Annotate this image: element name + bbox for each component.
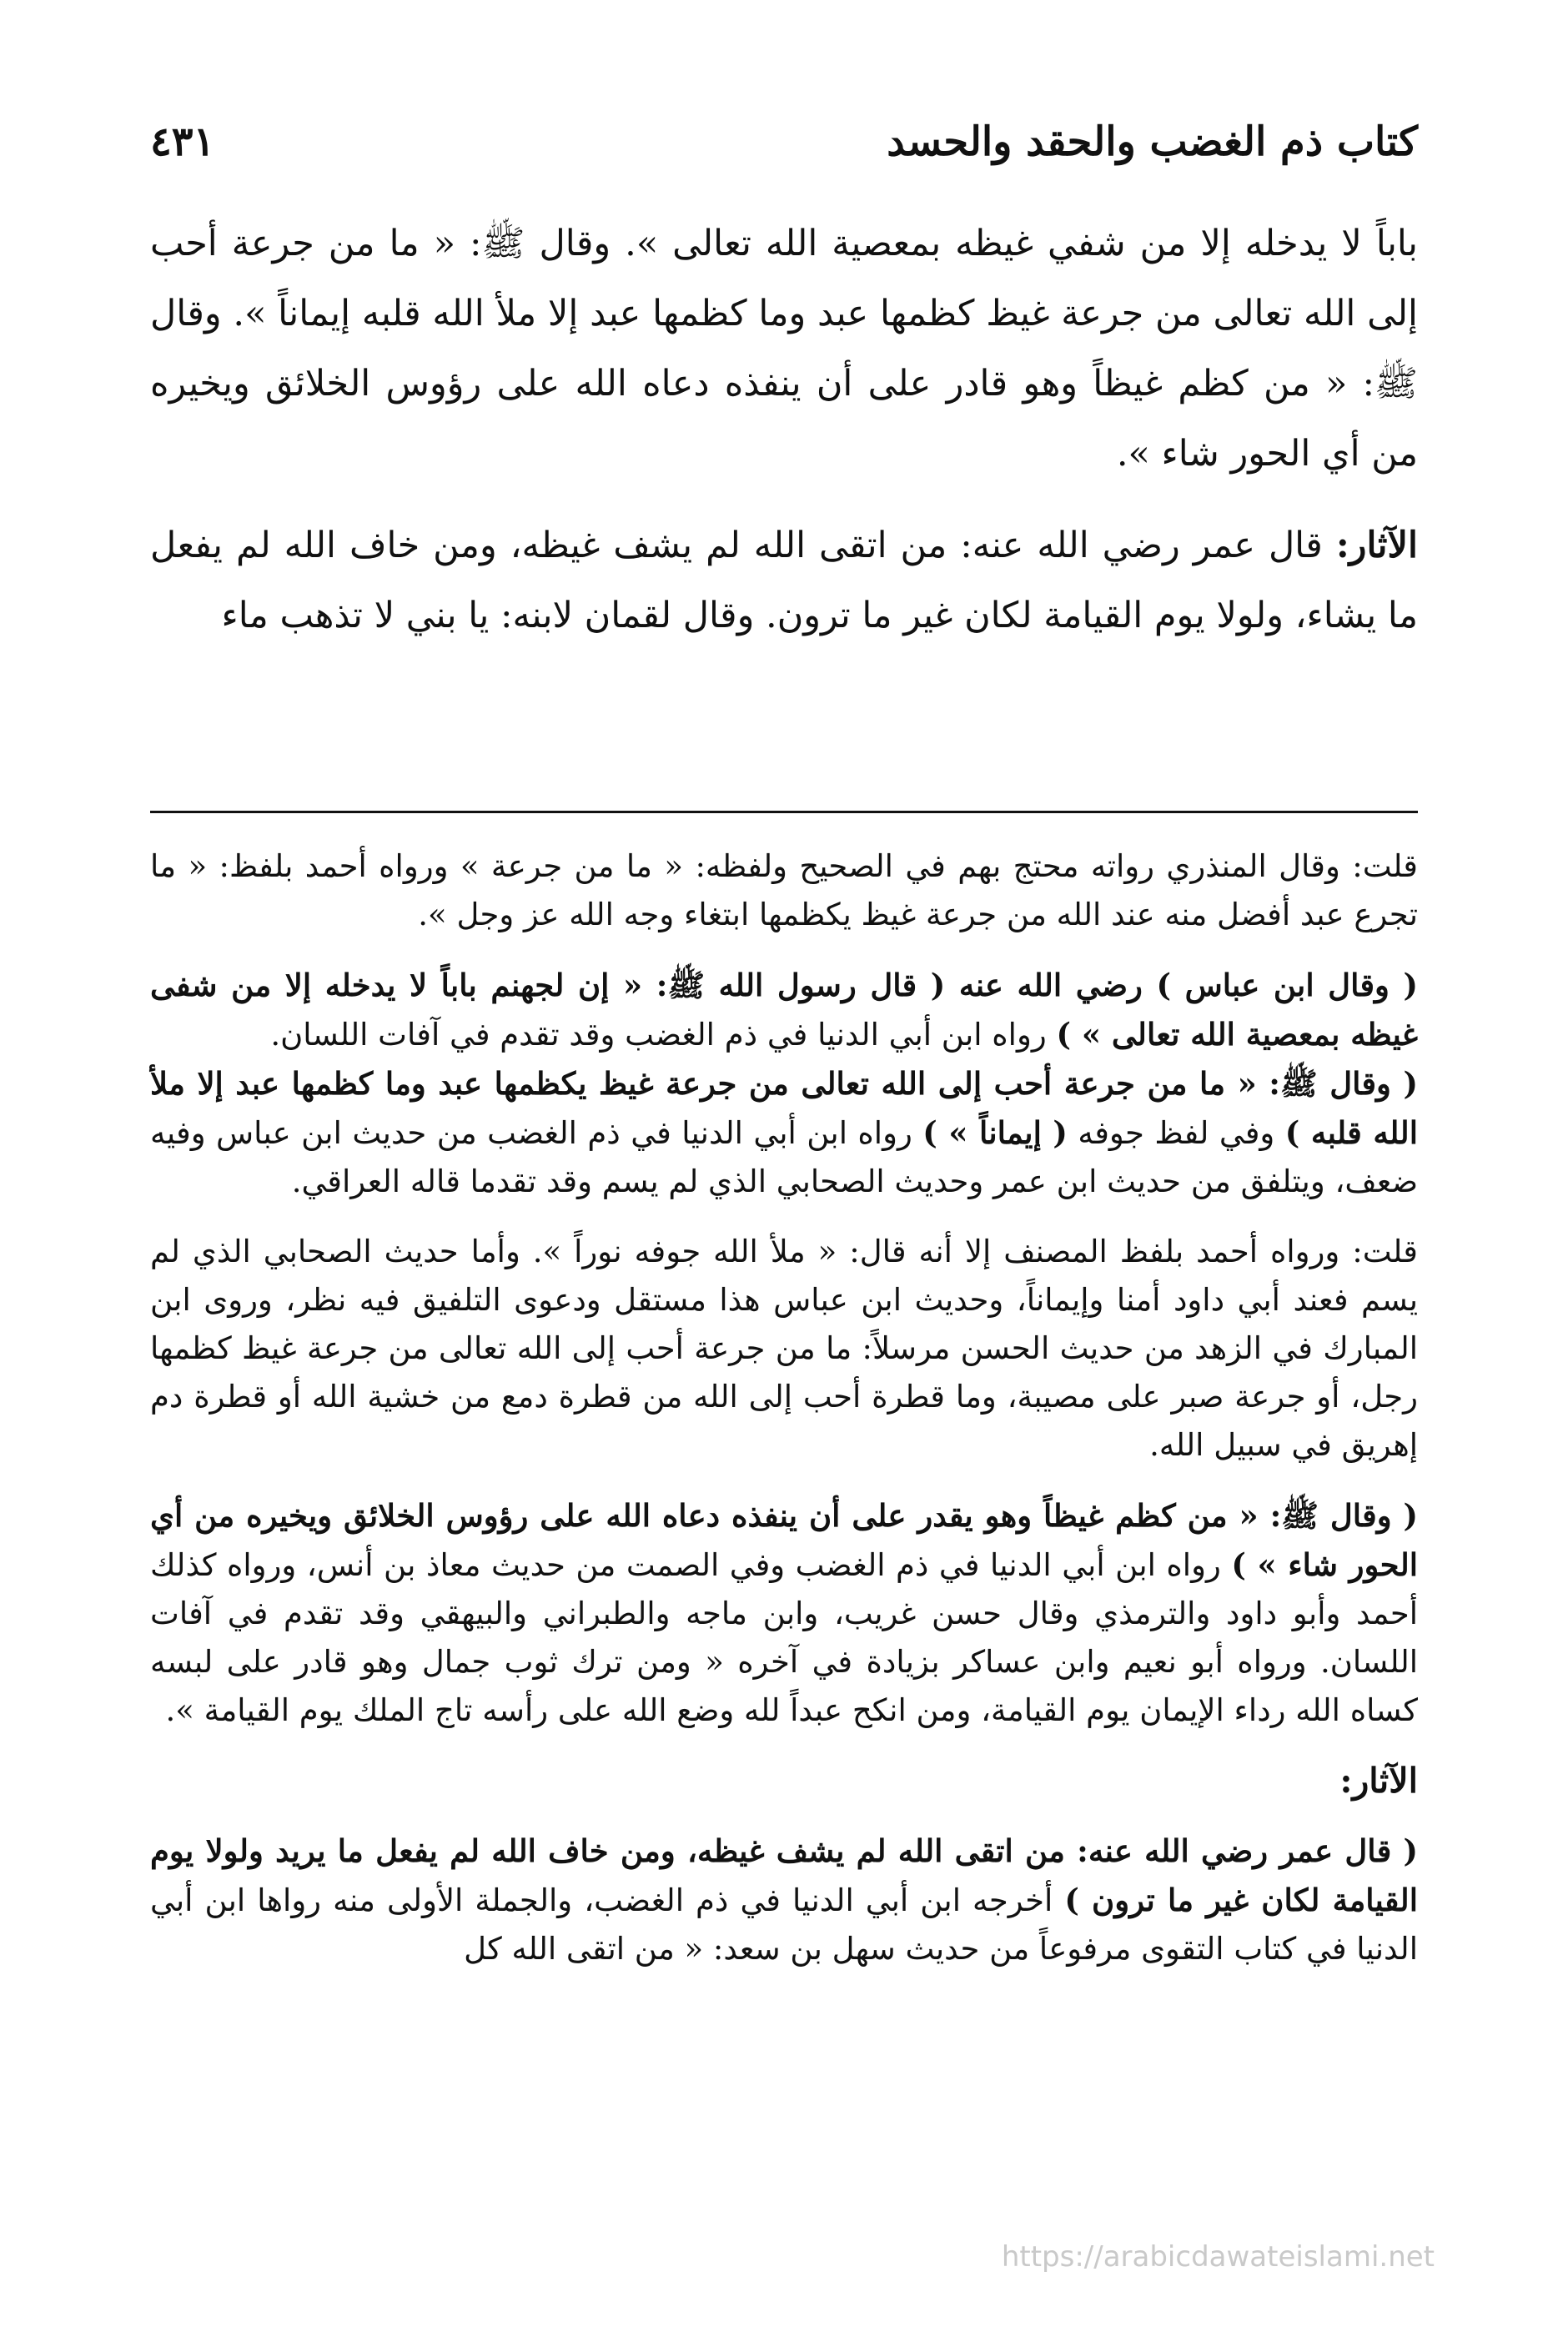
commentary-paragraph-4: قلت: ورواه أحمد بلفظ المصنف إلا أنه قال: « ملأ الله جوفه نوراً ». وأما حديث الصحابي الذي لم يسم فعند أبي داود أمنا وإيماناً، وحديث ابن عباس هذا مستقل ودعوى التلفيق فيه نظر، وروى ابن المبارك في الزهد من حديث الحسن مرسلاً: ما من جرعة أحب إلى الله تعالى من جرعة غيظ كظمها رجل، أو جرعة صبر على مصيبة، وما قطرة أحب إلى الله من قطرة دمع من خشية الله أو قطرة دم إهريق في سبيل الله. [150, 1234, 1418, 1463]
commentary-paragraph-5 [150, 1491, 1418, 1735]
commentary-paragraph-3 [150, 1059, 1418, 1206]
commentary-paragraph-2 [150, 961, 1418, 1059]
athar-label: الآثار: [1335, 525, 1418, 566]
commentary [150, 842, 1418, 1995]
commentary-quote: ( وقال ﷺ: « من كظم غيظاً وهو يقدر على أن ينفذه دعاه الله على رؤوس الخلائق ويخيره من أي الحور شاء » ) [150, 1497, 1419, 1583]
book-page [150, 108, 1418, 2294]
athar-text: قال عمر رضي الله عنه: من اتقى الله لم يشف غيظه، ومن خاف الله لم يفعل ما يشاء، ولولا يوم القيامة لكان غير ما ترون. وقال لقمان لابنه: يا بني لا تذهب ماء [150, 525, 1418, 636]
watermark-url: https://arabicdawateislami.net [1001, 2240, 1435, 2274]
page-header [150, 108, 1418, 175]
commentary-quote: ( وقال ﷺ: « ما من جرعة أحب إلى الله تعالى من جرعة غيظ يكظمها عبد وما كظمها عبد إلا ملأ الله قلبه ) [150, 1065, 1418, 1151]
commentary-paragraph-6 [150, 1827, 1418, 1973]
commentary-quote: ( وقال ابن عباس ) رضي الله عنه ( قال رسول الله ﷺ: « إن لجهنم باباً لا يدخله إلا من شفى غيظه بمعصية الله تعالى » ) [150, 967, 1418, 1053]
page-number: ٤٣١ [150, 118, 215, 165]
commentary-note: رواه ابن أبي الدنيا في ذم الغضب وفي الصمت من حديث معاذ بن أنس، ورواه كذلك أحمد وأبو داود والترمذي وقال حسن غريب، وابن ماجه والطبراني والبيهقي وقد تقدم في آفات اللسان. ورواه أبو نعيم وابن عساكر بزيادة في آخره « ومن ترك ثوب جمال وهو قادر على لبسه كساه الله رداء الإيمان يوم القيامة، ومن انكح عبداً لله وضع الله على رأسه تاج الملك يوم القيامة ». [150, 1547, 1418, 1728]
commentary-quote: ( إيماناً » ) [922, 1114, 1068, 1151]
commentary-note: رواه ابن أبي الدنيا في ذم الغضب وقد تقدم في آفات اللسان. [270, 1017, 1047, 1053]
commentary-note: وفي لفظ جوفه [1078, 1115, 1275, 1151]
main-paragraph-1: باباً لا يدخله إلا من شفي غيظه بمعصية الله تعالى ». وقال ﷺ: « ما من جرعة أحب إلى الله تعالى من جرعة غيظ كظمها عبد وما كظمها عبد إلا ملأ الله قلبه إيماناً ». وقال ﷺ: « من كظم غيظاً وهو قادر على أن ينفذه دعاه الله على رؤوس الخلائق ويخيره من أي الحور شاء ». [150, 223, 1418, 475]
footnote-divider [150, 811, 1418, 813]
commentary-note: أخرجه ابن أبي الدنيا في ذم الغضب، والجملة الأولى منه رواها ابن أبي الدنيا في كتاب التقوى مرفوعاً من حديث سهل بن سعد: « من اتقى الله كل [150, 1882, 1418, 1967]
commentary-paragraph-1: قلت: وقال المنذري رواته محتج بهم في الصحيح ولفظه: « ما من جرعة » ورواه أحمد بلفظ: « ما تجرع عبد أفضل منه عند الله من جرعة غيظ يكظمها ابتغاء وجه الله عز وجل ». [150, 848, 1418, 932]
main-text [150, 209, 1418, 672]
commentary-quote: ( قال عمر رضي الله عنه: من اتقى الله لم يشف غيظه، ومن خاف الله لم يفعل ما يريد ولولا يوم القيامة لكان غير ما ترون ) [150, 1832, 1418, 1918]
main-paragraph-2 [150, 510, 1418, 651]
athar-heading: الآثار: [1339, 1761, 1418, 1801]
commentary-note: رواه ابن أبي الدنيا في ذم الغضب من حديث ابن عباس وفيه ضعف، ويتلفق من حديث ابن عمر وحديث الصحابي الذي لم يسم وقد تقدما قاله العراقي. [150, 1115, 1418, 1199]
running-title: كتاب ذم الغضب والحقد والحسد [887, 118, 1418, 165]
